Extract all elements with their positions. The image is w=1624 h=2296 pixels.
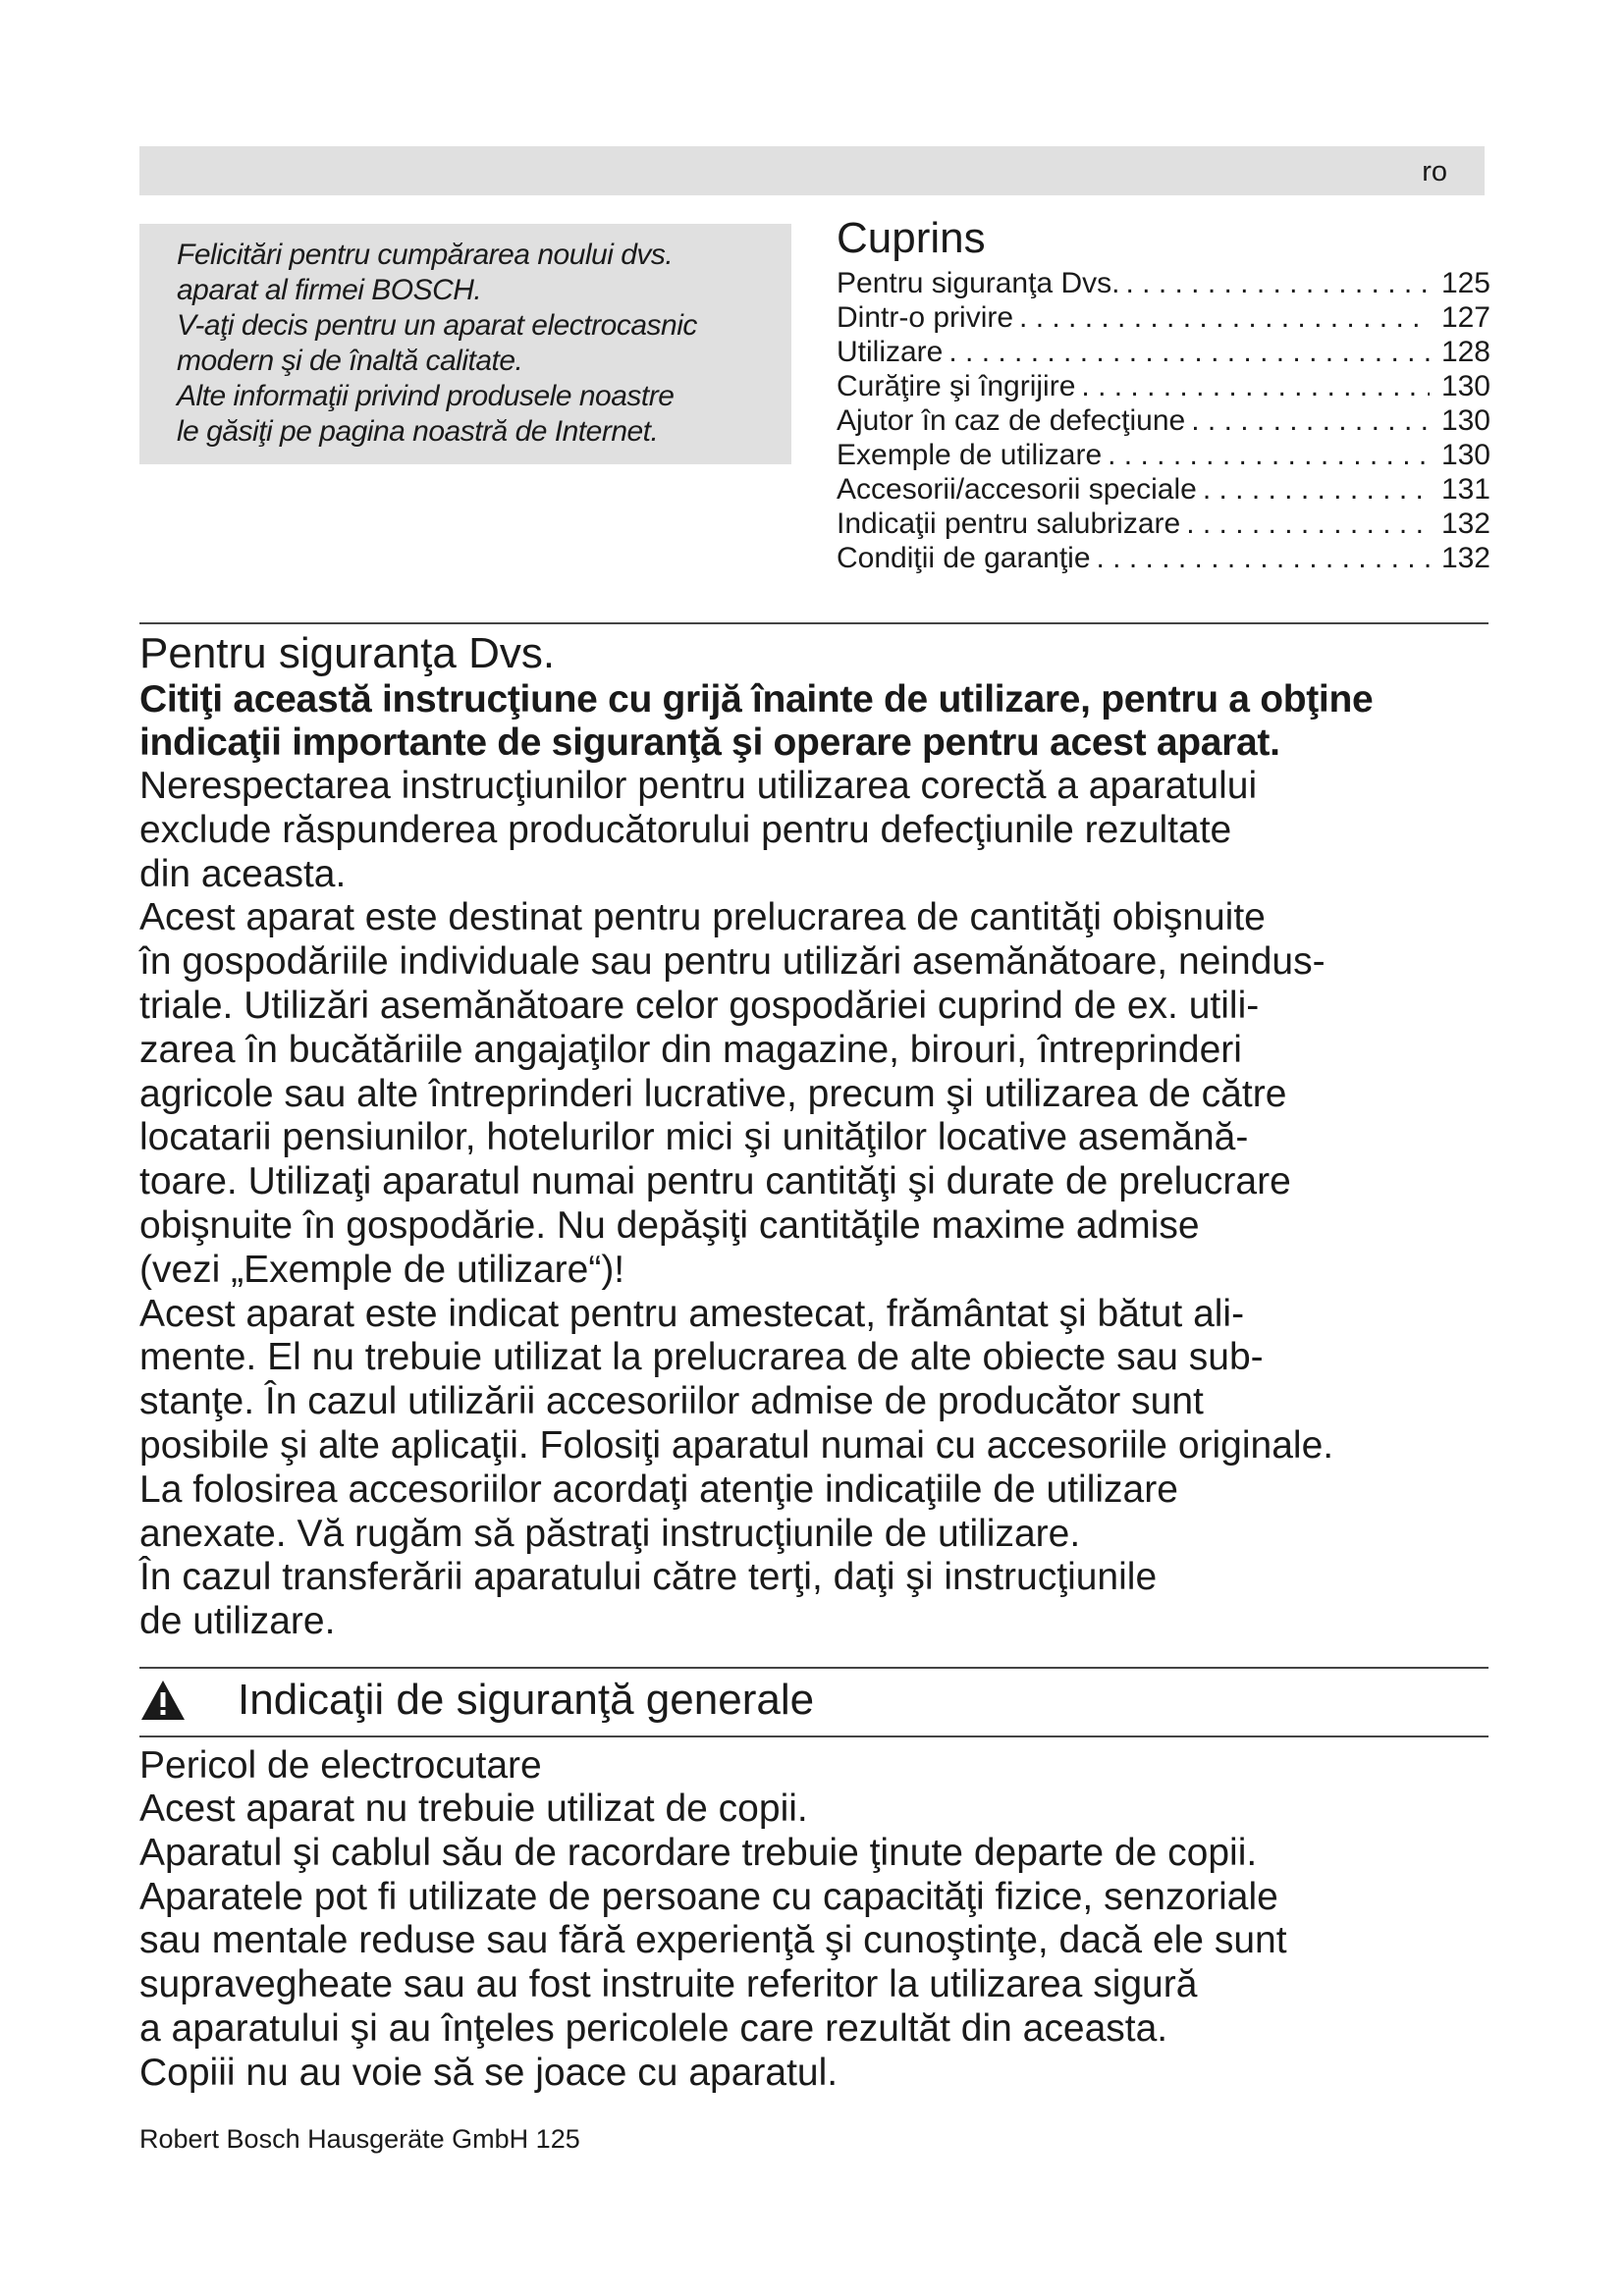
electrocution-body [139, 1788, 1514, 2096]
toc-entry-label: Pentru siguranţa Dvs. [837, 267, 1120, 299]
intro-line: aparat al firmei BOSCH. [177, 274, 482, 306]
safety-title: Pentru siguranţa Dvs. [139, 629, 556, 677]
text-line: În cazul transferării aparatului către terţi, daţi şi instrucţiunile [139, 1556, 1158, 1599]
safety-lead [139, 678, 1514, 765]
safety-body [139, 765, 1514, 1644]
toc-leader-dots [1081, 369, 1430, 403]
general-safety-section [139, 1676, 1514, 1725]
toc-entry[interactable] [837, 335, 1490, 369]
text-line: în gospodăriile individuale sau pentru utilizări asemănătoare, neindus- [139, 940, 1326, 984]
intro-line: Alte informaţii privind produsele noastre [177, 380, 675, 412]
toc-entry[interactable] [837, 438, 1490, 472]
text-line: obişnuite în gospodărie. Nu depăşiţi cantităţile maxime admise [139, 1203, 1200, 1247]
text-line: triale. Utilizări asemănătoare celor gospodăriei cuprind de ex. utili- [139, 984, 1260, 1027]
toc-entry[interactable] [837, 472, 1490, 507]
toc-entry-page: 127 [1440, 301, 1490, 334]
general-safety-heading [139, 1676, 1514, 1725]
toc-entry-page: 131 [1440, 473, 1490, 506]
toc-leader-dots [1186, 507, 1430, 541]
text-line: agricole sau alte întreprinderi lucrative, precum şi utilizarea de către [139, 1072, 1287, 1115]
section-divider [139, 1735, 1489, 1737]
text-line: sau mentale reduse sau fără experienţă şi cunoştinţe, dacă ele sunt [139, 1919, 1287, 1962]
section-divider [139, 1667, 1489, 1669]
toc-entry-page: 130 [1440, 370, 1490, 402]
intro-line: modern şi de înaltă calitate. [177, 345, 523, 377]
text-line: zarea în bucătăriile angajaţilor din magazine, birouri, întreprinderi [139, 1028, 1242, 1071]
toc-entry-page: 132 [1440, 542, 1490, 574]
toc-entry-page: 130 [1440, 439, 1490, 471]
toc-entry-label: Exemple de utilizare [837, 439, 1103, 471]
toc-entry[interactable] [837, 300, 1490, 335]
text-line: Aparatul şi cablul său de racordare trebuie ţinute departe de copii. [139, 1831, 1258, 1874]
toc-entry-label: Accesorii/accesorii speciale [837, 473, 1197, 506]
text-line: Acest aparat nu trebuie utilizat de copii. [139, 1788, 808, 1830]
text-line: Copiii nu au voie să se joace cu aparatul. [139, 2051, 839, 2094]
general-safety-title: Indicaţii de siguranţă generale [238, 1676, 815, 1724]
intro-line: le găsiţi pe pagina noastră de Internet. [177, 415, 659, 448]
text-line: anexate. Vă rugăm să păstraţi instrucţiunile de utilizare. [139, 1512, 1081, 1555]
safety-section [139, 629, 1514, 1644]
toc-entry[interactable] [837, 266, 1490, 300]
toc-leader-dots [1203, 472, 1430, 507]
text-line: mente. El nu trebuie utilizat la prelucrarea de alte obiecte sau sub- [139, 1336, 1264, 1379]
toc-entry[interactable] [837, 541, 1490, 575]
text-line: stanţe. În cazul utilizării accesoriilor admise de producător sunt [139, 1380, 1204, 1423]
toc-leader-dots [1191, 403, 1430, 438]
warning-triangle-icon [139, 1679, 187, 1722]
toc-entry-label: Curăţire şi îngrijire [837, 370, 1076, 402]
toc-leader-dots [1125, 266, 1429, 300]
language-code: ro [1422, 156, 1447, 187]
text-line: de utilizare. [139, 1600, 336, 1643]
text-line: (vezi „Exemple de utilizare“)! [139, 1248, 625, 1291]
toc-entry-page: 128 [1440, 336, 1490, 368]
toc-entry-label: Dintr-o privire [837, 301, 1014, 334]
text-line: din aceasta. [139, 852, 347, 895]
toc-entry[interactable] [837, 507, 1490, 541]
toc-entry-label: Condiţii de garanţie [837, 542, 1091, 574]
toc-title: Cuprins [837, 214, 986, 262]
electrocution-section [139, 1744, 1514, 2096]
text-line: locatarii pensiunilor, hotelurilor mici şi unităţilor locative asemănă- [139, 1116, 1249, 1159]
toc-entry-label: Ajutor în caz de defecţiune [837, 404, 1186, 437]
table-of-contents [837, 212, 1490, 575]
toc-leader-dots [948, 335, 1430, 369]
toc-entry-page: 130 [1440, 404, 1490, 437]
electrocution-subtitle: Pericol de electrocutare [139, 1744, 542, 1787]
page-footer: Robert Bosch Hausgeräte GmbH 125 [139, 2124, 580, 2154]
text-line: supravegheate sau au fost instruite referitor la utilizarea sigură [139, 1963, 1198, 2006]
toc-entry-page: 125 [1440, 267, 1490, 299]
intro-line: V-aţi decis pentru un aparat electrocasnic [177, 309, 697, 342]
language-bar [139, 146, 1485, 195]
text-line: posibile şi alte aplicaţii. Folosiţi aparatul numai cu accesoriile originale. [139, 1423, 1334, 1467]
toc-leader-dots [1097, 541, 1430, 575]
toc-entry-label: Utilizare [837, 336, 944, 368]
intro-line: Felicitări pentru cumpărarea noului dvs. [177, 239, 674, 271]
intro-box [139, 224, 791, 464]
text-line: Acest aparat este indicat pentru amestecat, frământat şi bătut ali- [139, 1292, 1245, 1335]
text-line: indicaţii importante de siguranţă şi operare pentru acest aparat. [139, 721, 1280, 764]
text-line: La folosirea accesoriilor acordaţi atenţie indicaţiile de utilizare [139, 1468, 1178, 1511]
text-line: Aparatele pot fi utilizate de persoane cu capacităţi fizice, senzoriale [139, 1875, 1278, 1918]
section-divider [139, 622, 1489, 624]
text-line: toare. Utilizaţi aparatul numai pentru cantităţi şi durate de prelucrare [139, 1160, 1291, 1203]
text-line: Acest aparat este destinat pentru prelucrarea de cantităţi obişnuite [139, 896, 1266, 939]
text-line: exclude răspunderea producătorului pentru defecţiunile rezultate [139, 808, 1232, 851]
toc-entry[interactable] [837, 369, 1490, 403]
toc-entry-label: Indicaţii pentru salubrizare [837, 507, 1181, 540]
toc-leader-dots [1108, 438, 1430, 472]
toc-leader-dots [1019, 300, 1430, 335]
toc-entry-page: 132 [1440, 507, 1490, 540]
toc-entry[interactable] [837, 403, 1490, 438]
text-line: a aparatului şi au înţeles pericolele care rezultăt din aceasta. [139, 2006, 1168, 2050]
text-line: Nerespectarea instrucţiunilor pentru utilizarea corectă a aparatului [139, 765, 1258, 807]
text-line: Citiţi această instrucţiune cu grijă înainte de utilizare, pentru a obţine [139, 678, 1374, 721]
